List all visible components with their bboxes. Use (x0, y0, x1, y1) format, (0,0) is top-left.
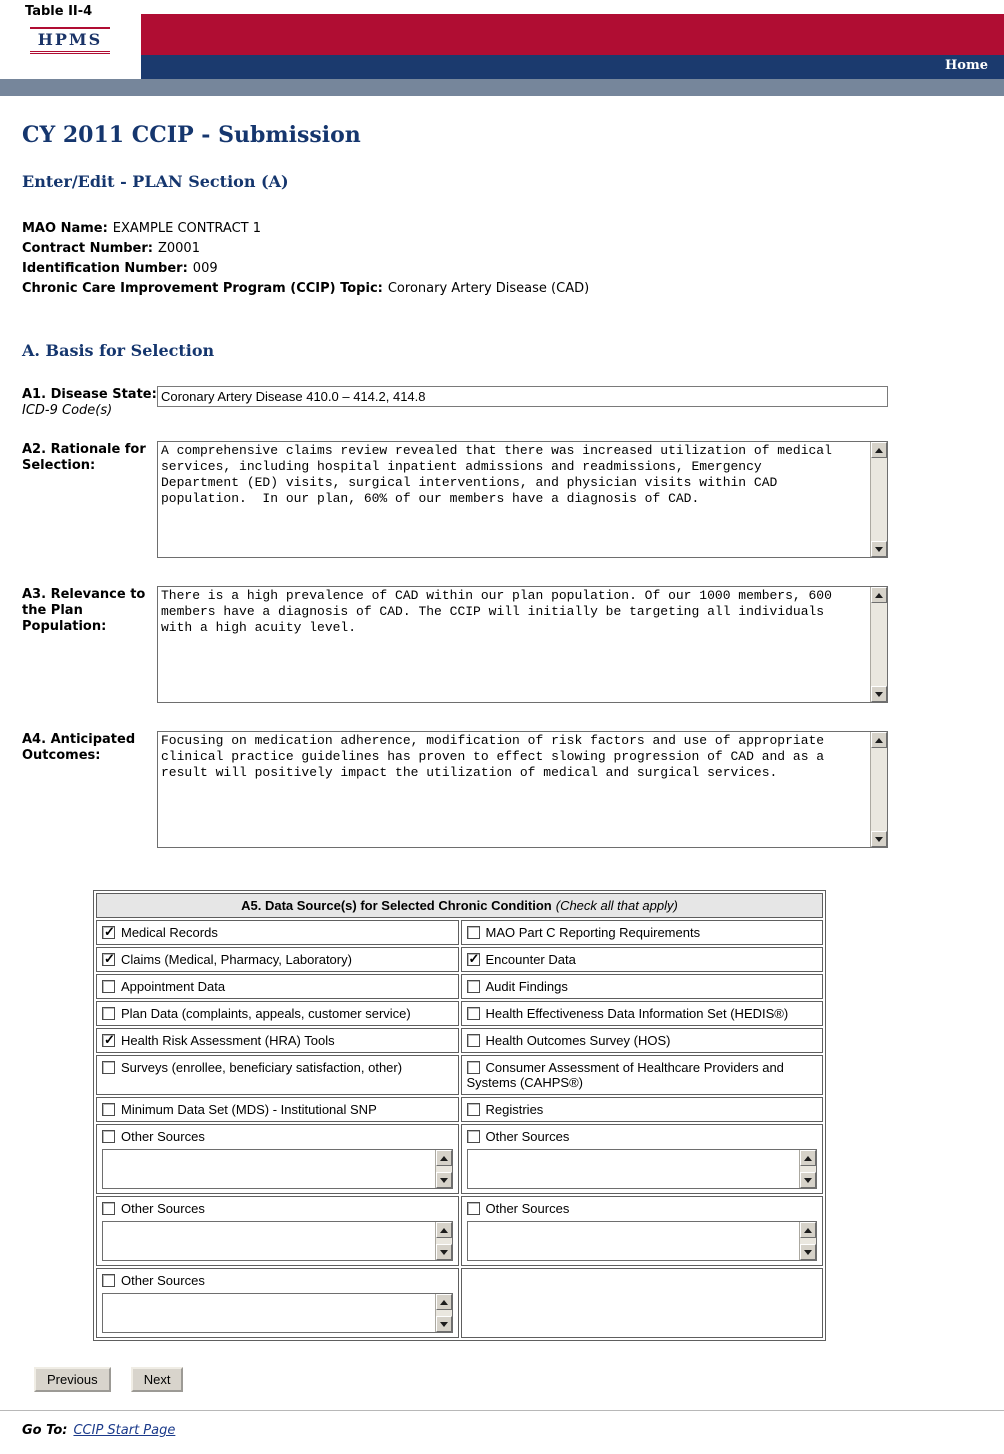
checkbox-claims[interactable] (102, 953, 115, 966)
nav-buttons-row (34, 1367, 1004, 1392)
vertical-scrollbar[interactable] (435, 1222, 452, 1260)
contract-number-value: Z0001 (157, 241, 200, 256)
scroll-down-button[interactable] (800, 1244, 816, 1260)
checkbox-appointment-data[interactable] (102, 980, 115, 993)
scroll-down-button[interactable] (871, 831, 887, 847)
a5-cell: Appointment Data (96, 974, 459, 999)
table-row (96, 920, 823, 945)
contract-number-row (22, 239, 982, 259)
a2-rationale-textarea[interactable]: A comprehensive claims review revealed that there was increased utilization of medical services, including hospital inpatient admissions and readmissions, Emergency Department (ED) visits, surgical interventions, and physician visits within CAD population. In our plan, 60% of our members have a diagnosis of CAD. (157, 441, 888, 558)
previous-button[interactable]: Previous (34, 1367, 111, 1392)
checkbox-mds-institutional-snp[interactable] (102, 1103, 115, 1116)
home-link[interactable]: Home (945, 58, 988, 73)
table-row (96, 1268, 823, 1338)
a2-row (22, 441, 982, 558)
other-sources-textarea-3[interactable] (102, 1221, 453, 1261)
checkbox-other-sources-2[interactable] (467, 1130, 480, 1143)
scroll-up-button[interactable] (871, 442, 887, 458)
checkbox-cahps[interactable] (467, 1061, 480, 1074)
checkbox-other-sources-1[interactable] (102, 1130, 115, 1143)
a2-label: A2. Rationale for Selection: (22, 442, 146, 473)
arrow-down-icon (440, 1250, 448, 1255)
ccip-topic-row (22, 279, 982, 299)
checkbox-mao-part-c[interactable] (467, 926, 480, 939)
a5-cell: MAO Part C Reporting Requirements (461, 920, 824, 945)
arrow-down-icon (875, 692, 883, 697)
checkbox-other-sources-3[interactable] (102, 1202, 115, 1215)
scroll-down-button[interactable] (871, 541, 887, 557)
a1-label: A1. Disease State: ICD-9 Code(s) (22, 387, 157, 418)
scroll-up-button[interactable] (436, 1222, 452, 1238)
a3-relevance-textarea[interactable]: There is a high prevalence of CAD within our plan population. Of our 1000 members, 600 members have a diagnosis of CAD. The CCIP will initially be targeting all individuals with a high acuity level. (157, 586, 888, 703)
hpms-logo: HPMS (30, 27, 110, 54)
arrow-down-icon (875, 837, 883, 842)
table-row (96, 947, 823, 972)
table-caption: Table II-4 (25, 4, 93, 19)
scroll-up-button[interactable] (871, 587, 887, 603)
navy-nav-bar (141, 55, 1004, 79)
arrow-down-icon (804, 1250, 812, 1255)
arrow-down-icon (440, 1322, 448, 1327)
scroll-up-button[interactable] (800, 1150, 816, 1166)
page-title: CY 2011 CCIP - Submission (22, 122, 361, 148)
checkbox-hos[interactable] (467, 1034, 480, 1047)
a5-header-row (96, 893, 823, 918)
scroll-up-button[interactable] (436, 1294, 452, 1310)
scroll-down-button[interactable] (800, 1172, 816, 1188)
identification-number-value: 009 (192, 261, 218, 276)
arrow-up-icon (440, 1300, 448, 1305)
scroll-down-button[interactable] (436, 1316, 452, 1332)
a5-cell-other: Other Sources (96, 1124, 459, 1194)
a5-cell-other: Other Sources (461, 1124, 824, 1194)
arrow-up-icon (875, 593, 883, 598)
scroll-down-button[interactable] (871, 686, 887, 702)
other-sources-textarea-5[interactable] (102, 1293, 453, 1333)
a1-icd9-sublabel: ICD-9 Code(s) (22, 403, 113, 418)
a5-cell: Surveys (enrollee, beneficiary satisfaction, other) (96, 1055, 459, 1095)
a5-cell: Minimum Data Set (MDS) - Institutional SNP (96, 1097, 459, 1122)
empty-cell (461, 1268, 824, 1338)
checkbox-hra-tools[interactable] (102, 1034, 115, 1047)
contract-number-label: Contract Number: (22, 241, 153, 256)
checkbox-other-sources-5[interactable] (102, 1274, 115, 1287)
identification-number-label: Identification Number: (22, 261, 188, 276)
next-button[interactable]: Next (131, 1367, 184, 1392)
a5-cell: Health Effectiveness Data Information Set (HEDIS®) (461, 1001, 824, 1026)
main-content (0, 122, 1004, 848)
a3-row (22, 586, 982, 703)
other-sources-textarea-1[interactable] (102, 1149, 453, 1189)
a5-cell: Audit Findings (461, 974, 824, 999)
identification-number-row (22, 259, 982, 279)
mao-name-value: EXAMPLE CONTRACT 1 (112, 221, 262, 236)
a5-header-instruction: (Check all that apply) (555, 898, 678, 913)
other-sources-textarea-2[interactable] (467, 1149, 818, 1189)
table-row (96, 1001, 823, 1026)
goto-label: Go To: (22, 1423, 68, 1438)
a5-data-sources-table (93, 890, 826, 1341)
vertical-scrollbar[interactable] (799, 1150, 816, 1188)
a1-row (22, 386, 982, 419)
arrow-up-icon (875, 448, 883, 453)
table-row (96, 1097, 823, 1122)
vertical-scrollbar[interactable] (870, 732, 887, 847)
a4-label: A4. Anticipated Outcomes: (22, 732, 136, 763)
a4-row (22, 731, 982, 848)
page-header (0, 0, 1004, 96)
mao-name-row (22, 219, 982, 239)
page-subtitle: Enter/Edit - PLAN Section (A) (22, 172, 289, 191)
arrow-up-icon (440, 1228, 448, 1233)
a5-cell: Plan Data (complaints, appeals, customer service) (96, 1001, 459, 1026)
arrow-up-icon (804, 1156, 812, 1161)
a5-cell: ✓Claims (Medical, Pharmacy, Laboratory) (96, 947, 459, 972)
a5-cell: ✓Health Risk Assessment (HRA) Tools (96, 1028, 459, 1053)
table-row (96, 1196, 823, 1266)
scroll-up-button[interactable] (871, 732, 887, 748)
a3-label: A3. Relevance to the Plan Population: (22, 587, 146, 634)
a5-header-title: A5. Data Source(s) for Selected Chronic Condition (241, 898, 552, 913)
a5-cell: Consumer Assessment of Healthcare Providers and Systems (CAHPS®) (461, 1055, 824, 1095)
a5-cell: Registries (461, 1097, 824, 1122)
a5-cell: Health Outcomes Survey (HOS) (461, 1028, 824, 1053)
table-row (96, 974, 823, 999)
checkbox-registries[interactable] (467, 1103, 480, 1116)
arrow-up-icon (440, 1156, 448, 1161)
scroll-up-button[interactable] (436, 1150, 452, 1166)
a5-cell-other: Other Sources (96, 1196, 459, 1266)
footer-divider (0, 1410, 1004, 1411)
vertical-scrollbar[interactable] (799, 1222, 816, 1260)
a4-outcomes-textarea[interactable]: Focusing on medication adherence, modification of risk factors and use of appropriate clinical practice guidelines has proven to effect slowing progression of CAD and as a result will positively impact the utilization of medical and surgical services. (157, 731, 888, 848)
gray-divider-bar (0, 79, 1004, 96)
section-a-heading: A. Basis for Selection (22, 341, 215, 360)
table-row (96, 1055, 823, 1095)
arrow-down-icon (875, 547, 883, 552)
scroll-up-button[interactable] (800, 1222, 816, 1238)
arrow-down-icon (804, 1178, 812, 1183)
a5-table-header (96, 893, 823, 918)
checkbox-other-sources-4[interactable] (467, 1202, 480, 1215)
scroll-down-button[interactable] (436, 1172, 452, 1188)
goto-row (22, 1423, 1004, 1438)
contract-info (22, 219, 982, 299)
checkbox-medical-records[interactable] (102, 926, 115, 939)
checkbox-hedis[interactable] (467, 1007, 480, 1020)
red-banner (141, 14, 1004, 55)
mao-name-label: MAO Name: (22, 221, 108, 236)
ccip-topic-label: Chronic Care Improvement Program (CCIP) Topic: (22, 281, 383, 296)
a5-cell: ✓Medical Records (96, 920, 459, 945)
a5-cell-other: Other Sources (461, 1196, 824, 1266)
ccip-start-page-link[interactable]: CCIP Start Page (73, 1423, 176, 1438)
checkbox-surveys[interactable] (102, 1061, 115, 1074)
table-row (96, 1028, 823, 1053)
a5-cell-other: Other Sources (96, 1268, 459, 1338)
table-row (96, 1124, 823, 1194)
vertical-scrollbar[interactable] (435, 1150, 452, 1188)
vertical-scrollbar[interactable] (435, 1294, 452, 1332)
a5-cell: ✓ Encounter Data (461, 947, 824, 972)
arrow-up-icon (875, 738, 883, 743)
vertical-scrollbar[interactable] (870, 587, 887, 702)
checkbox-audit-findings[interactable] (467, 980, 480, 993)
a1-disease-state-input[interactable]: Coronary Artery Disease 410.0 – 414.2, 414.8 (157, 386, 888, 407)
arrow-up-icon (804, 1228, 812, 1233)
checkbox-plan-data[interactable] (102, 1007, 115, 1020)
other-sources-textarea-4[interactable] (467, 1221, 818, 1261)
checkbox-encounter-data[interactable] (467, 953, 480, 966)
scroll-down-button[interactable] (436, 1244, 452, 1260)
arrow-down-icon (440, 1178, 448, 1183)
ccip-topic-value: Coronary Artery Disease (CAD) (387, 281, 590, 296)
vertical-scrollbar[interactable] (870, 442, 887, 557)
